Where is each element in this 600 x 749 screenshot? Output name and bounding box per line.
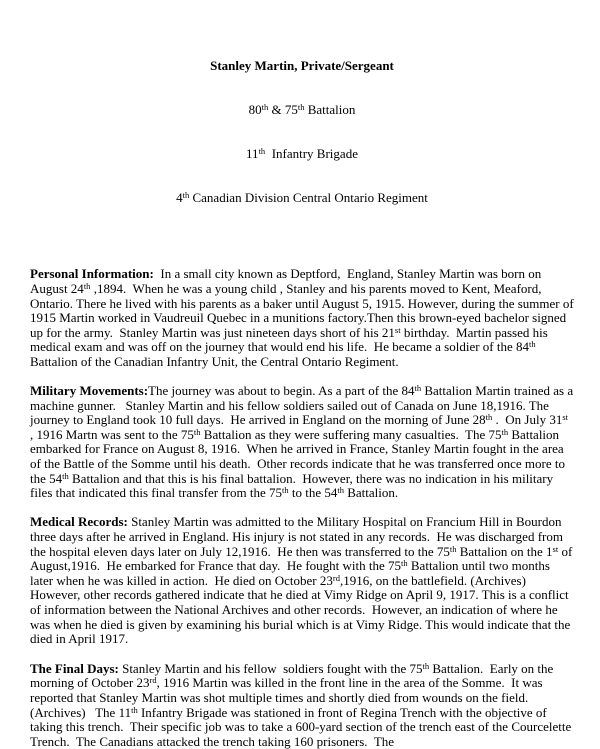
- section-heading-personal-information: Personal Information:: [30, 266, 154, 282]
- subtitle-battalion: 80th & 75th Battalion: [248, 101, 356, 117]
- section-personal-information: [30, 266, 577, 369]
- document-header: [30, 30, 574, 234]
- subtitle-division: 4th Canadian Division Central Ontario Regiment: [176, 189, 428, 205]
- section-body-personal-information: In a small city known as Deptford, England, Stanley Martin was born on August 24th ,1894. When he was a young child , Stanley and his parents moved to Kent, Meaford, Ontario. There he lived with his parents as a baker until August 5, 1915. However, during the summer of 1915 Martin worked in Vaudreuil Quebec in a munitions factory.Then this brown-eyed bachelor signed up for the army. Stanley Martin was just nineteen days short of his 21st birthday. Martin passed his medical exam and was off on the journey that would end his life. He became a soldier of the 84th Battalion of the Canadian Infantry Unit, the Central Ontario Regiment.: [30, 266, 577, 369]
- section-military-movements: [30, 383, 577, 501]
- section-heading-military-movements: Military Movements:: [30, 383, 149, 399]
- section-body-the-final-days: Stanley Martin and his fellow soldiers fought with the 75th Battalion. Early on the morning of October 23rd, 1916 Martin was killed in the front line in the area of the Somme. It was reported that Stanley Martin was shot multiple times and shortly died from wounds on the field. (Archives) The 11th Infantry Brigade was stationed in front of Regina Trench with the objective of taking this trench. Their specific job was to take a 600-yard section of the trench east of the Courcelette Trench. The Canadians attacked the trench taking 160 prisoners. The: [30, 660, 575, 749]
- section-body-military-movements: The journey was about to begin. As a part of the 84th Battalion Martin trained as a machine gunner. Stanley Martin and his fellow soldiers sailed out of Canada on June 18,1916. The journey to England took 10 full days. He arrived in England on the morning of June 28th . On July 31st , 1916 Martn was sent to the 75th Battalion as they were suffering many casualties. The 75th Battalion embarked for France on August 8, 1916. When he arrived in France, Stanley Martin fought in the area of the Battle of the Somme until his death. Other records indicate that he was transferred once more to the 54th Battalion and that this is his final battalion. However, there was no indication in his military files that indicated this final transfer from the 75th to the 54th Battalion.: [30, 383, 577, 501]
- section-body-medical-records: Stanley Martin was admitted to the Military Hospital on Francium Hill in Bourdon three days after he arrived in England. His injury is not stated in any records. He was discharged from the hospital eleven days later on July 12,1916. He then was transferred to the 75th Battalion on the 1st of August,1916. He embarked for France that day. He fought with the 75th Battalion until two months later when he was killed in action. He died on October 23rd,1916, on the battlefield. (Archives) However, other records gathered indicate that he died at Vimy Ridge on April 9, 1917. This is a conflict of information between the National Archives and other records. However, an indication of where he was when he died is given by examining his burial which is at Vimy Ridge. This would indicate that the died in April 1917.: [30, 514, 575, 647]
- document-title: Stanley Martin, Private/Sergeant: [210, 58, 394, 74]
- subtitle-brigade: 11th Infantry Brigade: [246, 145, 358, 161]
- section-the-final-days: [30, 662, 574, 749]
- section-heading-medical-records: Medical Records:: [30, 514, 128, 530]
- section-heading-the-final-days: The Final Days:: [30, 660, 119, 676]
- section-medical-records: [30, 515, 574, 646]
